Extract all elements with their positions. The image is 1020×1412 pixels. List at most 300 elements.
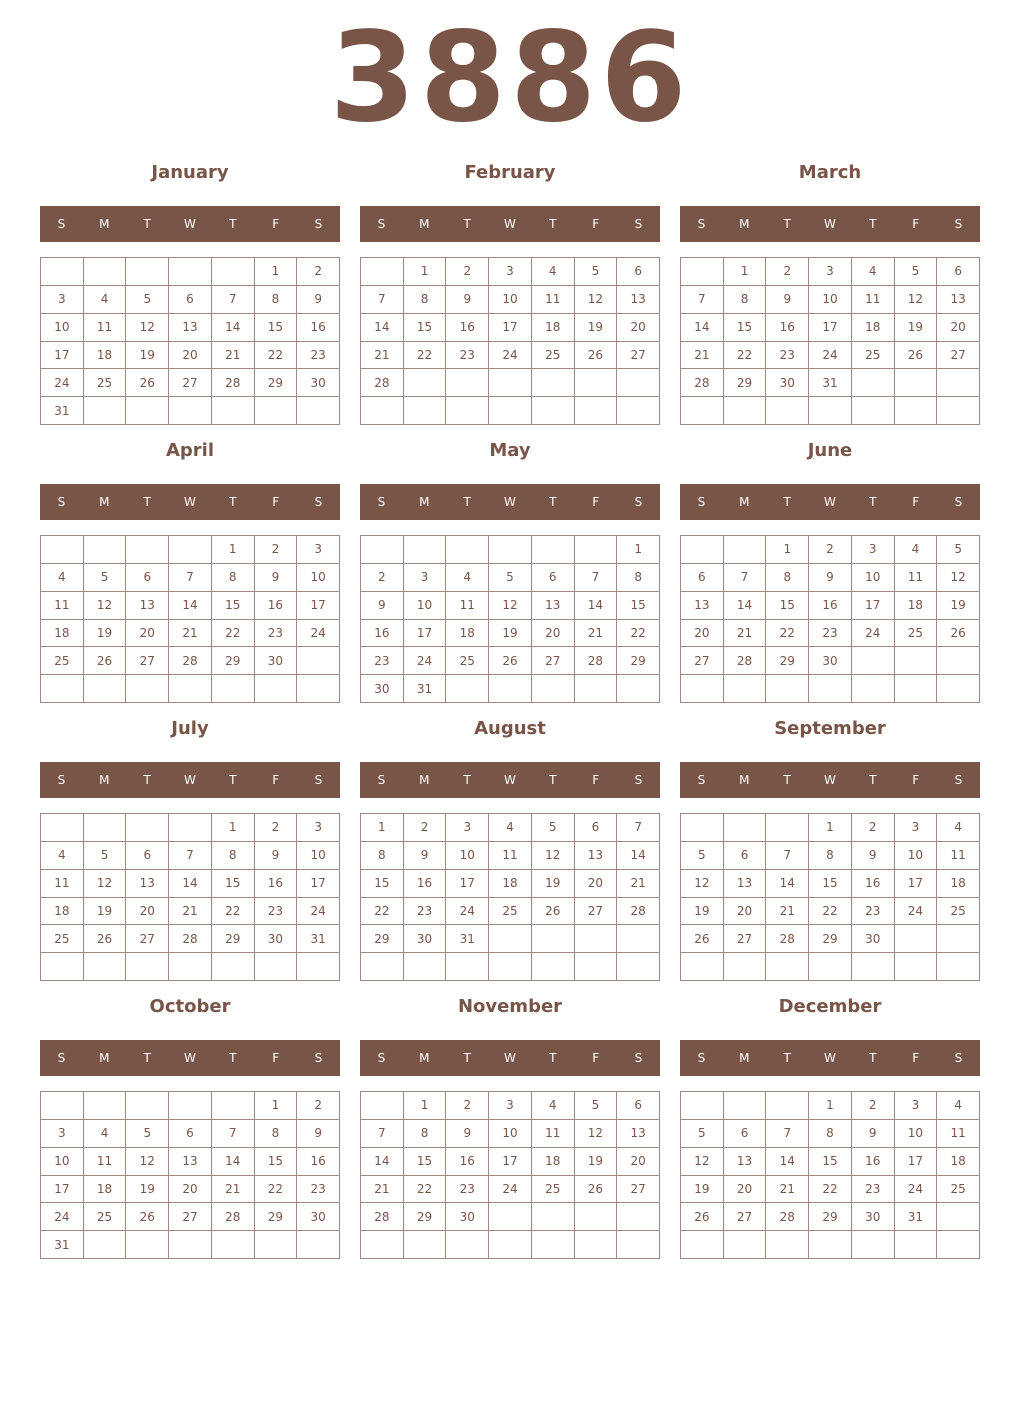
day-cell: 30 <box>446 1203 489 1231</box>
weekday-label: M <box>739 217 750 231</box>
day-cell: 17 <box>41 1176 84 1204</box>
weekday-label: T <box>463 495 471 509</box>
weekday-label: F <box>912 495 920 509</box>
empty-cell <box>937 397 980 425</box>
empty-cell <box>126 397 169 425</box>
day-cell: 10 <box>297 842 340 870</box>
empty-cell <box>404 1231 447 1259</box>
empty-cell <box>617 675 660 703</box>
day-cell: 9 <box>809 564 852 592</box>
empty-cell <box>489 925 532 953</box>
empty-cell <box>575 536 618 564</box>
day-cell: 13 <box>681 592 724 620</box>
day-cell: 26 <box>532 898 575 926</box>
empty-cell <box>489 1203 532 1231</box>
day-cell: 11 <box>41 592 84 620</box>
day-cell: 20 <box>681 620 724 648</box>
day-cell: 21 <box>617 870 660 898</box>
day-cell: 12 <box>532 842 575 870</box>
empty-cell <box>895 925 938 953</box>
empty-cell <box>575 397 618 425</box>
weekday-label: M <box>739 1051 750 1065</box>
day-cell: 20 <box>169 1176 212 1204</box>
empty-cell <box>766 675 809 703</box>
day-cell: 15 <box>617 592 660 620</box>
empty-cell <box>532 675 575 703</box>
day-cell: 1 <box>361 814 404 842</box>
month-name: September <box>774 718 886 739</box>
day-grid <box>360 535 660 703</box>
weekday-label: S <box>377 217 386 231</box>
day-cell: 23 <box>852 898 895 926</box>
empty-cell <box>766 814 809 842</box>
day-cell: 28 <box>724 647 767 675</box>
empty-cell <box>532 953 575 981</box>
empty-cell <box>41 814 84 842</box>
day-cell: 28 <box>766 1203 809 1231</box>
empty-cell <box>126 814 169 842</box>
day-cell: 1 <box>809 814 852 842</box>
empty-cell <box>937 675 980 703</box>
day-cell: 28 <box>575 647 618 675</box>
day-cell: 18 <box>937 870 980 898</box>
day-cell: 2 <box>852 1092 895 1120</box>
day-cell: 14 <box>361 314 404 342</box>
day-cell: 5 <box>575 258 618 286</box>
day-cell: 4 <box>937 814 980 842</box>
month-name: November <box>457 996 563 1017</box>
weekday-label: W <box>504 1051 516 1065</box>
empty-cell <box>532 397 575 425</box>
day-cell: 10 <box>297 564 340 592</box>
empty-cell <box>489 369 532 397</box>
day-cell: 17 <box>297 592 340 620</box>
weekday-label: T <box>143 217 151 231</box>
day-cell: 4 <box>937 1092 980 1120</box>
day-cell: 2 <box>297 258 340 286</box>
day-cell: 2 <box>361 564 404 592</box>
day-cell: 29 <box>255 1203 298 1231</box>
weekday-header <box>680 206 980 242</box>
day-cell: 17 <box>404 620 447 648</box>
empty-cell <box>212 258 255 286</box>
day-cell: 27 <box>169 1203 212 1231</box>
day-cell: 9 <box>255 564 298 592</box>
day-cell: 2 <box>404 814 447 842</box>
day-cell: 22 <box>361 898 404 926</box>
day-cell: 18 <box>852 314 895 342</box>
day-cell: 22 <box>212 620 255 648</box>
weekday-label: W <box>184 217 196 231</box>
weekday-label: M <box>419 217 430 231</box>
day-cell: 19 <box>937 592 980 620</box>
empty-cell <box>41 536 84 564</box>
day-cell: 11 <box>937 1120 980 1148</box>
day-cell: 3 <box>41 1120 84 1148</box>
empty-cell <box>297 953 340 981</box>
day-cell: 27 <box>617 342 660 370</box>
day-cell: 13 <box>724 870 767 898</box>
day-cell: 24 <box>489 342 532 370</box>
day-cell: 3 <box>895 1092 938 1120</box>
empty-cell <box>681 814 724 842</box>
day-cell: 29 <box>809 1203 852 1231</box>
empty-cell <box>297 397 340 425</box>
empty-cell <box>361 258 404 286</box>
day-cell: 18 <box>41 898 84 926</box>
empty-cell <box>489 397 532 425</box>
empty-cell <box>404 397 447 425</box>
weekday-label: S <box>697 1051 706 1065</box>
day-cell: 27 <box>617 1176 660 1204</box>
day-cell: 30 <box>255 647 298 675</box>
day-cell: 2 <box>255 536 298 564</box>
day-cell: 7 <box>575 564 618 592</box>
day-cell: 29 <box>404 1203 447 1231</box>
day-cell: 1 <box>724 258 767 286</box>
day-cell: 4 <box>41 842 84 870</box>
empty-cell <box>361 953 404 981</box>
day-cell: 26 <box>681 1203 724 1231</box>
day-cell: 31 <box>41 1231 84 1259</box>
empty-cell <box>895 675 938 703</box>
day-cell: 26 <box>126 369 169 397</box>
day-cell: 6 <box>724 842 767 870</box>
weekday-label: T <box>143 1051 151 1065</box>
empty-cell <box>126 1092 169 1120</box>
day-cell: 10 <box>446 842 489 870</box>
day-cell: 28 <box>212 1203 255 1231</box>
empty-cell <box>724 397 767 425</box>
empty-cell <box>126 258 169 286</box>
day-cell: 8 <box>255 1120 298 1148</box>
empty-cell <box>575 369 618 397</box>
day-cell: 8 <box>766 564 809 592</box>
empty-cell <box>937 647 980 675</box>
day-cell: 7 <box>169 842 212 870</box>
weekday-label: T <box>549 217 557 231</box>
day-cell: 25 <box>446 647 489 675</box>
weekday-label: M <box>419 1051 430 1065</box>
empty-cell <box>84 953 127 981</box>
day-grid <box>360 1091 660 1259</box>
weekday-label: S <box>697 217 706 231</box>
day-cell: 16 <box>404 870 447 898</box>
month-name: December <box>778 996 882 1017</box>
weekday-label: S <box>377 1051 386 1065</box>
weekday-label: T <box>783 773 791 787</box>
day-cell: 5 <box>895 258 938 286</box>
empty-cell <box>895 1231 938 1259</box>
day-cell: 13 <box>617 1120 660 1148</box>
day-cell: 22 <box>809 1176 852 1204</box>
day-cell: 22 <box>724 342 767 370</box>
day-cell: 3 <box>489 1092 532 1120</box>
day-cell: 11 <box>446 592 489 620</box>
day-cell: 10 <box>41 314 84 342</box>
day-cell: 14 <box>617 842 660 870</box>
day-cell: 12 <box>575 1120 618 1148</box>
empty-cell <box>724 814 767 842</box>
day-cell: 4 <box>84 1120 127 1148</box>
empty-cell <box>41 258 84 286</box>
empty-cell <box>809 397 852 425</box>
day-cell: 10 <box>895 1120 938 1148</box>
day-cell: 12 <box>681 1148 724 1176</box>
day-cell: 23 <box>255 898 298 926</box>
day-cell: 21 <box>724 620 767 648</box>
weekday-label: T <box>783 1051 791 1065</box>
day-cell: 26 <box>126 1203 169 1231</box>
day-cell: 16 <box>361 620 404 648</box>
day-cell: 21 <box>766 1176 809 1204</box>
day-cell: 4 <box>489 814 532 842</box>
day-cell: 3 <box>297 814 340 842</box>
day-cell: 19 <box>681 1176 724 1204</box>
day-cell: 9 <box>297 286 340 314</box>
day-cell: 23 <box>255 620 298 648</box>
day-cell: 30 <box>766 369 809 397</box>
day-cell: 15 <box>255 1148 298 1176</box>
day-cell: 27 <box>681 647 724 675</box>
day-cell: 19 <box>532 870 575 898</box>
day-cell: 3 <box>489 258 532 286</box>
weekday-label: M <box>739 773 750 787</box>
weekday-header <box>40 484 340 520</box>
day-cell: 5 <box>84 564 127 592</box>
weekday-label: W <box>824 495 836 509</box>
empty-cell <box>532 536 575 564</box>
day-cell: 13 <box>937 286 980 314</box>
day-cell: 31 <box>895 1203 938 1231</box>
day-cell: 3 <box>852 536 895 564</box>
day-cell: 27 <box>169 369 212 397</box>
day-grid <box>680 1091 980 1259</box>
day-cell: 17 <box>41 342 84 370</box>
month-name: October <box>149 996 231 1017</box>
empty-cell <box>724 953 767 981</box>
weekday-label: T <box>869 773 877 787</box>
day-cell: 4 <box>895 536 938 564</box>
empty-cell <box>617 369 660 397</box>
day-cell: 5 <box>681 842 724 870</box>
day-cell: 24 <box>404 647 447 675</box>
day-cell: 7 <box>212 1120 255 1148</box>
day-cell: 28 <box>361 1203 404 1231</box>
day-cell: 1 <box>212 536 255 564</box>
day-cell: 30 <box>297 369 340 397</box>
day-cell: 24 <box>895 1176 938 1204</box>
weekday-label: S <box>57 1051 66 1065</box>
day-cell: 19 <box>575 314 618 342</box>
weekday-label: S <box>377 773 386 787</box>
weekday-label: S <box>314 773 323 787</box>
day-cell: 16 <box>852 870 895 898</box>
day-cell: 20 <box>169 342 212 370</box>
day-cell: 28 <box>681 369 724 397</box>
day-cell: 5 <box>126 1120 169 1148</box>
day-cell: 17 <box>895 1148 938 1176</box>
weekday-label: T <box>463 1051 471 1065</box>
empty-cell <box>681 1092 724 1120</box>
day-cell: 5 <box>532 814 575 842</box>
empty-cell <box>126 675 169 703</box>
day-cell: 27 <box>724 925 767 953</box>
day-cell: 12 <box>575 286 618 314</box>
day-cell: 31 <box>41 397 84 425</box>
day-cell: 19 <box>489 620 532 648</box>
weekday-label: T <box>463 217 471 231</box>
day-cell: 16 <box>297 314 340 342</box>
day-cell: 24 <box>297 620 340 648</box>
day-cell: 11 <box>852 286 895 314</box>
empty-cell <box>489 675 532 703</box>
weekday-label: T <box>869 217 877 231</box>
day-cell: 25 <box>532 1176 575 1204</box>
weekday-label: T <box>869 1051 877 1065</box>
day-cell: 28 <box>212 369 255 397</box>
day-cell: 25 <box>895 620 938 648</box>
day-cell: 8 <box>809 842 852 870</box>
day-cell: 20 <box>126 898 169 926</box>
day-cell: 15 <box>724 314 767 342</box>
day-cell: 4 <box>84 286 127 314</box>
day-cell: 19 <box>895 314 938 342</box>
weekday-label: F <box>592 773 600 787</box>
day-cell: 5 <box>126 286 169 314</box>
day-cell: 22 <box>404 1176 447 1204</box>
day-cell: 10 <box>404 592 447 620</box>
day-cell: 29 <box>212 925 255 953</box>
empty-cell <box>489 536 532 564</box>
empty-cell <box>41 953 84 981</box>
day-cell: 1 <box>404 258 447 286</box>
day-cell: 16 <box>852 1148 895 1176</box>
day-cell: 23 <box>852 1176 895 1204</box>
day-cell: 6 <box>575 814 618 842</box>
day-cell: 5 <box>681 1120 724 1148</box>
day-cell: 21 <box>575 620 618 648</box>
empty-cell <box>169 953 212 981</box>
day-cell: 11 <box>937 842 980 870</box>
day-cell: 26 <box>84 925 127 953</box>
day-cell: 13 <box>575 842 618 870</box>
weekday-label: W <box>824 217 836 231</box>
empty-cell <box>212 675 255 703</box>
empty-cell <box>681 675 724 703</box>
day-cell: 25 <box>937 1176 980 1204</box>
day-cell: 5 <box>575 1092 618 1120</box>
empty-cell <box>169 397 212 425</box>
day-cell: 7 <box>361 286 404 314</box>
day-cell: 15 <box>255 314 298 342</box>
day-cell: 31 <box>297 925 340 953</box>
day-cell: 23 <box>446 342 489 370</box>
weekday-label: T <box>783 495 791 509</box>
weekday-label: S <box>954 495 963 509</box>
day-cell: 21 <box>361 342 404 370</box>
day-cell: 15 <box>766 592 809 620</box>
day-cell: 23 <box>446 1176 489 1204</box>
day-cell: 26 <box>575 1176 618 1204</box>
day-cell: 19 <box>681 898 724 926</box>
day-cell: 5 <box>84 842 127 870</box>
day-cell: 17 <box>297 870 340 898</box>
empty-cell <box>361 536 404 564</box>
empty-cell <box>84 1092 127 1120</box>
weekday-label: W <box>184 1051 196 1065</box>
day-cell: 9 <box>255 842 298 870</box>
empty-cell <box>212 1231 255 1259</box>
empty-cell <box>852 647 895 675</box>
day-cell: 22 <box>255 1176 298 1204</box>
day-grid <box>40 813 340 981</box>
day-cell: 6 <box>169 1120 212 1148</box>
empty-cell <box>724 536 767 564</box>
day-cell: 15 <box>404 1148 447 1176</box>
day-cell: 3 <box>404 564 447 592</box>
empty-cell <box>937 1231 980 1259</box>
empty-cell <box>617 397 660 425</box>
day-cell: 4 <box>852 258 895 286</box>
weekday-label: M <box>99 773 110 787</box>
day-cell: 18 <box>489 870 532 898</box>
weekday-label: S <box>634 773 643 787</box>
day-cell: 5 <box>489 564 532 592</box>
empty-cell <box>575 925 618 953</box>
empty-cell <box>446 675 489 703</box>
month-name: February <box>464 162 556 183</box>
day-cell: 28 <box>361 369 404 397</box>
day-cell: 2 <box>809 536 852 564</box>
day-cell: 11 <box>84 1148 127 1176</box>
day-cell: 30 <box>809 647 852 675</box>
day-cell: 7 <box>617 814 660 842</box>
day-cell: 17 <box>446 870 489 898</box>
day-cell: 12 <box>126 314 169 342</box>
day-cell: 16 <box>446 1148 489 1176</box>
day-cell: 7 <box>681 286 724 314</box>
empty-cell <box>489 1231 532 1259</box>
day-cell: 30 <box>361 675 404 703</box>
day-cell: 22 <box>404 342 447 370</box>
day-cell: 11 <box>41 870 84 898</box>
day-cell: 31 <box>404 675 447 703</box>
day-cell: 20 <box>126 620 169 648</box>
day-cell: 29 <box>255 369 298 397</box>
weekday-label: T <box>143 773 151 787</box>
day-grid <box>40 1091 340 1259</box>
empty-cell <box>84 258 127 286</box>
empty-cell <box>169 1092 212 1120</box>
empty-cell <box>212 953 255 981</box>
weekday-label: S <box>314 1051 323 1065</box>
day-cell: 14 <box>724 592 767 620</box>
weekday-header <box>40 762 340 798</box>
empty-cell <box>297 675 340 703</box>
day-cell: 11 <box>532 286 575 314</box>
day-cell: 12 <box>489 592 532 620</box>
day-cell: 14 <box>169 870 212 898</box>
day-cell: 15 <box>361 870 404 898</box>
day-cell: 8 <box>212 564 255 592</box>
day-cell: 12 <box>937 564 980 592</box>
day-cell: 25 <box>41 925 84 953</box>
day-cell: 24 <box>446 898 489 926</box>
day-cell: 11 <box>84 314 127 342</box>
weekday-label: F <box>592 1051 600 1065</box>
day-cell: 6 <box>617 258 660 286</box>
